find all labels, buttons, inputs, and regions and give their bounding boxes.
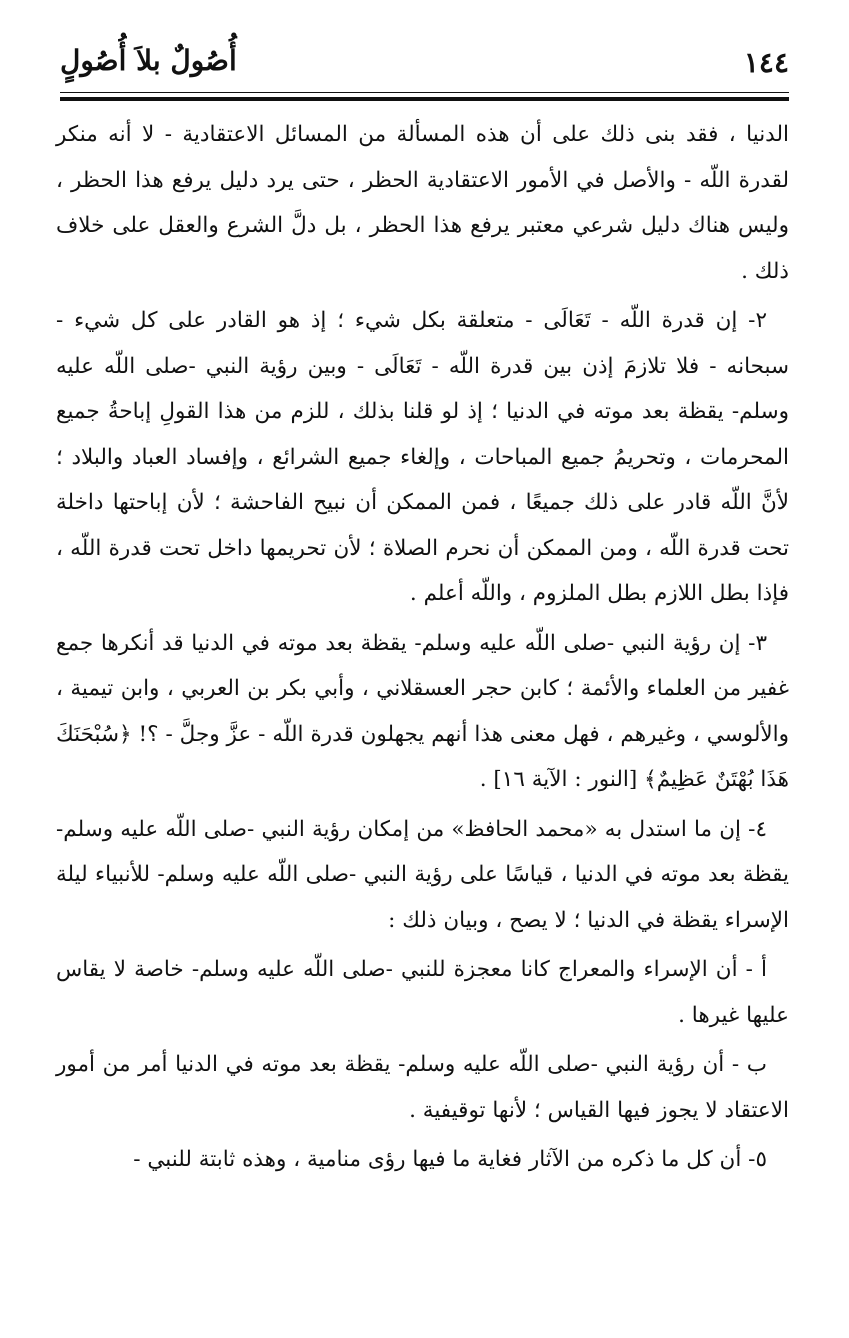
paragraph-point-3: ٣- إن رؤية النبي -صلى اللّه عليه وسلم- يقظة بعد موته في الدنيا قد أنكرها جمع غفير من العلماء والأئمة ؛ كابن حجر العسقلاني ، وأبي بكر بن العربي ، وابن تيمية ، والألوسي ، وغيرهم ، فهل معنى هذا أنهم يجهلون قدرة اللّه - عزَّ وجلَّ - ؟! ﴿سُبْحَنَكَ هَذَا بُهْتَنٌ عَظِيمٌ﴾ [النور : الآية ١٦] . [56, 630, 789, 792]
header-rule-thick [60, 97, 789, 101]
paragraph-point-4: ٤- إن ما استدل به «محمد الحافظ» من إمكان رؤية النبي -صلى اللّه عليه وسلم- يقظة بعد موته في الدنيا ، قياسًا على رؤية النبي -صلى اللّه عليه وسلم- للأنبياء ليلة الإسراء يقظة في الدنيا ؛ لا يصح ، وبيان ذلك : [56, 816, 789, 933]
page-header [60, 40, 789, 90]
body-text [56, 112, 789, 1187]
paragraph-point-5: ٥- أن كل ما ذكره من الآثار فغاية ما فيها رؤى منامية ، وهذه ثابتة للنبي - [133, 1147, 767, 1172]
header-rule-thin [60, 92, 789, 93]
paragraph-point-2: ٢- إن قدرة اللّه - تَعَالَى - متعلقة بكل شيء ؛ إذ هو القادر على كل شيء - سبحانه - فلا تلازمَ إذن بين قدرة اللّه - تَعَالَى - وبين رؤية النبي -صلى اللّه عليه وسلم- يقظة بعد موته في الدنيا ؛ إذ لو قلنا بذلك ، للزم من هذا القولِ إباحةُ جميع المحرمات ، وتحريمُ جميع المباحات ، وإلغاء جميع الشرائع ، وإفساد العباد والبلاد ؛ لأنَّ اللّه قادر على ذلك جميعًا ، فمن الممكن أن نبيح الفاحشة ؛ لأن إباحتها داخلة تحت قدرة اللّه ، ومن الممكن أن نحرم الصلاة ؛ لأن تحريمها داخل تحت قدرة اللّه ، فإذا بطل اللازم بطل الملزوم ، واللّه أعلم . [56, 308, 789, 606]
book-title: أُصُولٌ بلاَ أُصُولٍ [60, 44, 237, 77]
paragraph-point-b: ب - أن رؤية النبي -صلى اللّه عليه وسلم- يقظة بعد موته في الدنيا أمر من أمور الاعتقاد لا يجوز فيها القياس ؛ لأنها توقيفية . [56, 1052, 789, 1123]
page-number: ١٤٤ [743, 46, 789, 79]
paragraph-point-a: أ - أن الإسراء والمعراج كانا معجزة للنبي -صلى اللّه عليه وسلم- خاصة لا يقاس عليها غيرها . [56, 957, 789, 1028]
paragraph-continuation: الدنيا ، فقد بنى ذلك على أن هذه المسألة من المسائل الاعتقادية - لا أنه منكر لقدرة اللّه - والأصل في الأمور الاعتقادية الحظر ، حتى يرد دليل يرفع هذا الحظر ، وليس هناك دليل شرعي معتبر يرفع هذا الحظر ، بل دلَّ الشرع والعقل على خلاف ذلك . [56, 122, 789, 284]
